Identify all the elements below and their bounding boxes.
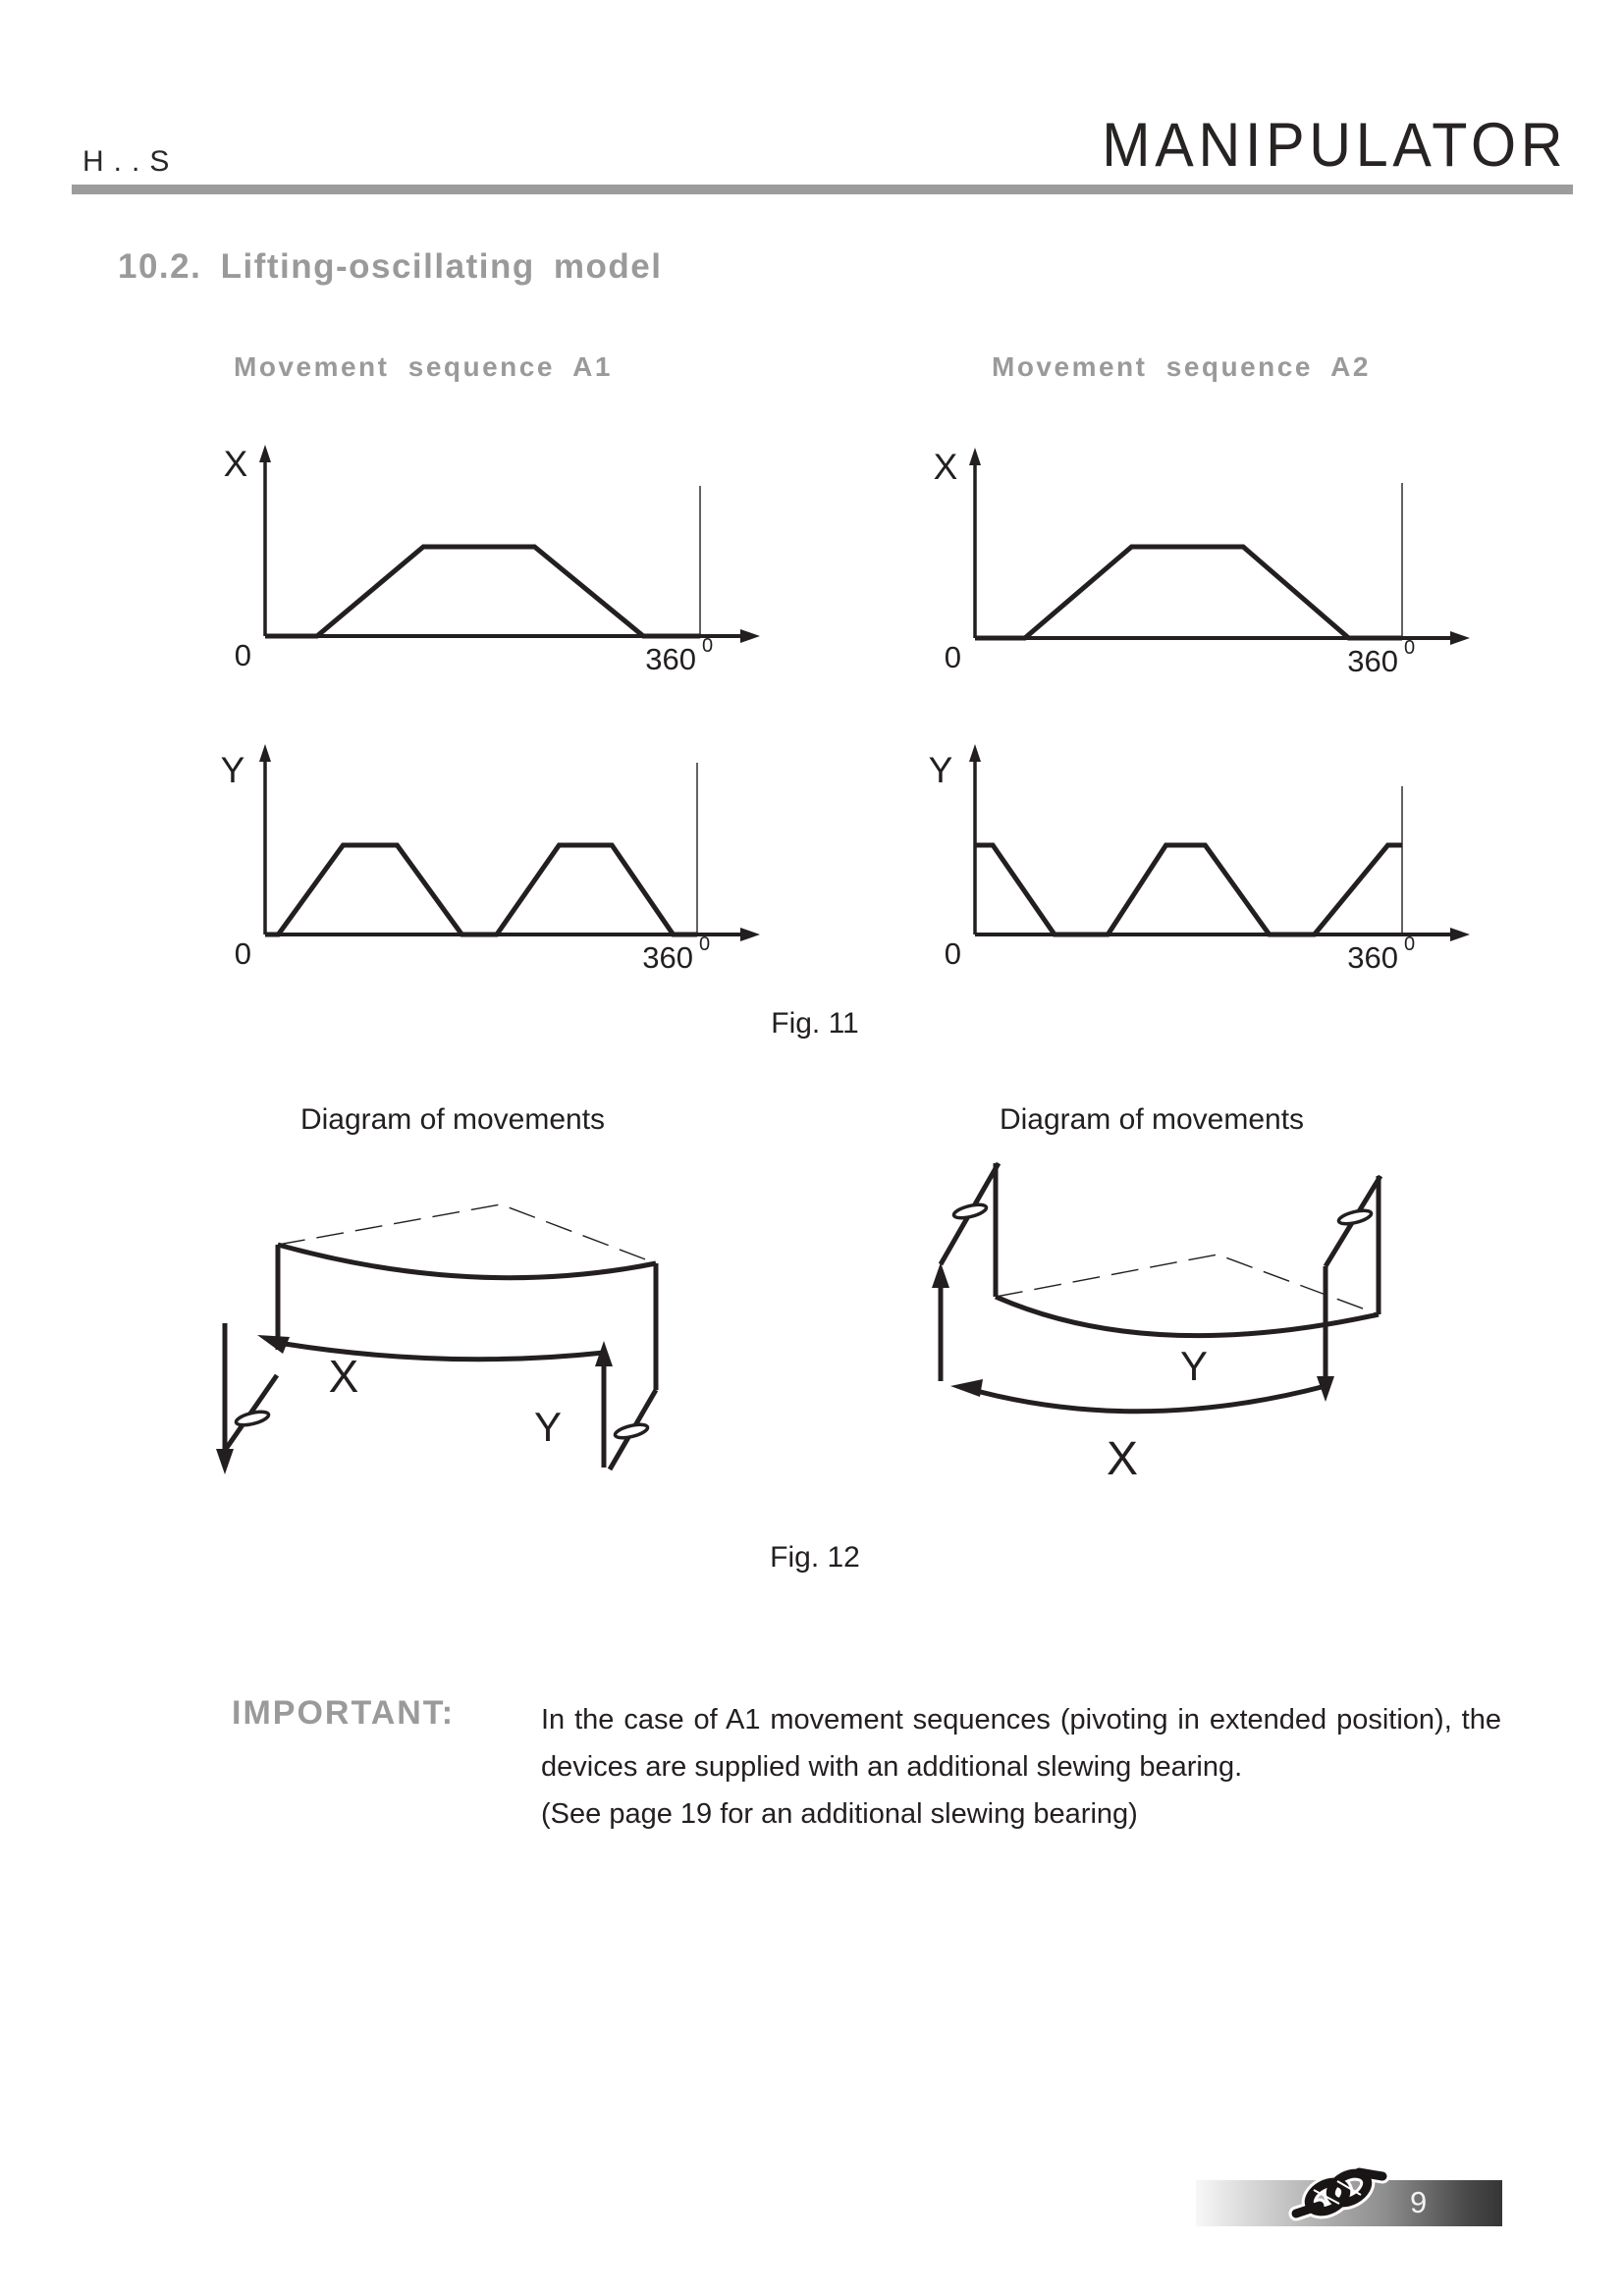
band-top-arc [278,1245,656,1278]
knot-logo-icon [1288,2160,1390,2226]
important-label: IMPORTANT: [232,1694,456,1732]
x-max-label: 360 [1347,940,1398,975]
y-axis-arrow [969,448,981,465]
y-axis-label: Y [1179,1343,1209,1389]
y-axis-arrow [969,744,981,762]
column-heading-a1: Movement sequence A1 [234,351,613,382]
x-max-label: 360 [1347,644,1398,678]
x-max-superscript: 0 [1404,637,1416,659]
figure-12-caption: Fig. 12 [770,1541,860,1574]
x-arrowhead-left [950,1379,983,1397]
important-line-3: (See page 19 for an additional slewing bearing) [541,1798,1138,1830]
origin-label: 0 [944,640,961,674]
movement-diagram-a2 [913,1139,1424,1551]
column-heading-a2: Movement sequence A2 [992,351,1371,382]
section-title: 10.2. Lifting-oscillating model [118,247,663,286]
x-axis-arrow [1450,928,1470,941]
origin-label: 0 [944,936,961,971]
movement-curve [975,845,1402,934]
movement-diagram-a1 [196,1158,707,1571]
diagram-caption-right: Diagram of movements [999,1103,1305,1136]
diagram-caption-left: Diagram of movements [299,1103,606,1136]
chart-a1-y [206,721,766,982]
y-axis-arrow [259,744,271,762]
y-axis-label: Y [533,1404,563,1450]
pivot-marker-right [1337,1208,1373,1227]
origin-label: 0 [234,936,251,971]
band-bottom-arc [996,1297,1379,1336]
x-max-superscript: 0 [1404,934,1416,955]
brand-logo-text: H..S [82,145,180,178]
chart-a2-x [916,422,1476,682]
x-max-superscript: 0 [699,934,711,955]
sector-top-outline [996,1255,1379,1314]
x-axis-label: X [1106,1433,1139,1485]
axis-label: X [223,444,248,484]
x-axis-label: X [328,1351,359,1402]
x-arrowhead-left [257,1335,290,1354]
x-max-label: 360 [645,642,696,676]
axis-label: Y [928,750,953,790]
x-max-label: 360 [642,940,693,975]
x-axis-arrow [740,928,760,941]
pivot-marker-left [235,1410,270,1428]
x-axis-arrow [740,629,760,643]
document-title: MANIPULATOR [1102,111,1567,180]
x-axis-arrow [1450,631,1470,645]
chart-a2-y [916,721,1476,982]
origin-label: 0 [234,638,251,672]
y-axis-arrow [259,445,271,462]
chart-a1-x [206,422,766,682]
axis-label: Y [220,750,245,790]
sector-top-outline [278,1204,656,1263]
axis-label: X [933,447,958,487]
movement-curve [975,547,1402,638]
pivot-marker-right [614,1422,649,1441]
y-up-arrowhead [932,1262,949,1288]
page-number: 9 [1410,2185,1428,2219]
important-text [541,1696,1501,1838]
pivot-marker-left [952,1202,988,1221]
figure-11-caption: Fig. 11 [771,1007,859,1040]
movement-curve [265,845,697,934]
x-movement-arrow-curve [962,1386,1326,1412]
x-max-superscript: 0 [702,635,714,657]
y-down-arrowhead [216,1449,234,1474]
header-divider [72,185,1573,194]
important-line-2: devices are supplied with an additional slewing bearing. [541,1751,1243,1783]
important-line-1: In the case of A1 movement sequences (pivoting in extended position), the [541,1704,1501,1735]
movement-curve [265,547,700,636]
